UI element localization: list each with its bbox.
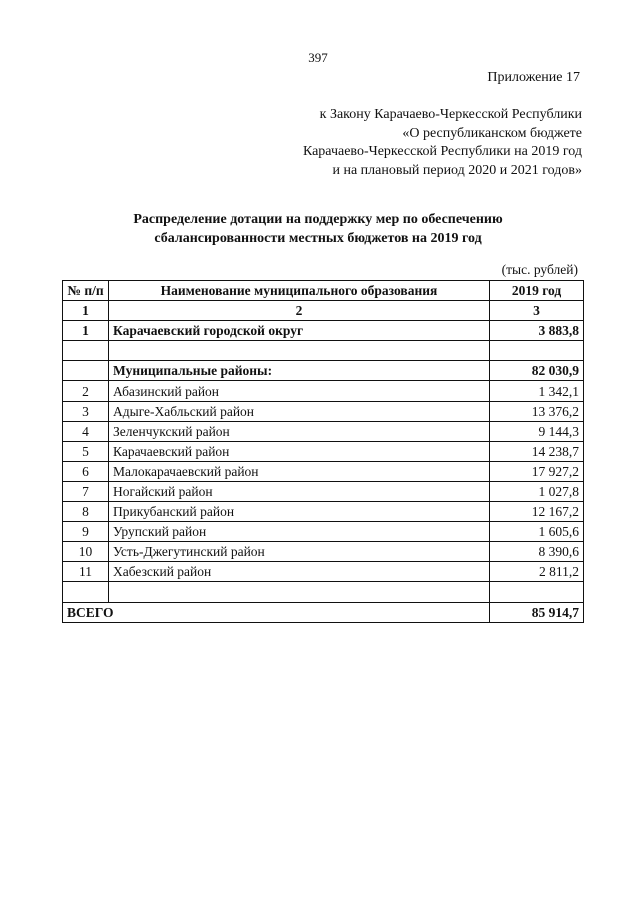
- row-number: 1: [63, 321, 109, 341]
- row-value: 12 167,2: [490, 502, 584, 522]
- subsidy-table: [62, 280, 584, 623]
- row-value: 1 027,8: [490, 481, 584, 501]
- row-value: 13 376,2: [490, 401, 584, 421]
- law-line: и на плановый период 2020 и 2021 годов»: [332, 162, 582, 178]
- title-line: Распределение дотации на поддержку мер по обеспечению: [133, 212, 503, 227]
- column-number: 1: [63, 301, 109, 321]
- row-name: Ногайский район: [109, 481, 490, 501]
- row-value: 9 144,3: [490, 421, 584, 441]
- row-value: 14 238,7: [490, 441, 584, 461]
- table-header-row: [63, 281, 584, 301]
- row-number: 8: [63, 502, 109, 522]
- units-label: (тыс. рублей): [501, 262, 578, 277]
- table-row: [63, 461, 584, 481]
- law-line: к Закону Карачаево-Черкесской Республики: [319, 107, 582, 122]
- row-value: 1 342,1: [490, 381, 584, 401]
- row-number: 5: [63, 441, 109, 461]
- row-number: 11: [63, 562, 109, 582]
- row-name: Усть-Джегутинский район: [109, 542, 490, 562]
- table-row: [63, 542, 584, 562]
- table-row: [63, 481, 584, 501]
- table-row-total: [63, 602, 584, 622]
- row-number: 4: [63, 421, 109, 441]
- row-name: Адыге-Хабльский район: [109, 401, 490, 421]
- row-name: Карачаевский район: [109, 441, 490, 461]
- column-number: 2: [109, 301, 490, 321]
- row-number: 9: [63, 522, 109, 542]
- row-value: 1 605,6: [490, 522, 584, 542]
- table-row: [63, 421, 584, 441]
- row-name: Урупский район: [109, 522, 490, 542]
- document-title: [0, 210, 636, 248]
- law-line: Карачаево-Черкесской Республики на 2019 год: [302, 144, 582, 159]
- title-line: сбалансированности местных бюджетов на 2019 год: [154, 231, 482, 246]
- row-number: 2: [63, 381, 109, 401]
- header-name: Наименование муниципального образования: [109, 281, 490, 301]
- row-name: Прикубанский район: [109, 502, 490, 522]
- row-name: Карачаевский городской округ: [109, 321, 490, 341]
- table-row: [63, 441, 584, 461]
- row-value: 17 927,2: [490, 461, 584, 481]
- total-value: 85 914,7: [490, 602, 584, 622]
- row-number: 3: [63, 401, 109, 421]
- law-reference: [303, 106, 582, 180]
- row-value: 3 883,8: [490, 321, 584, 341]
- table-row-city: [63, 321, 584, 341]
- row-number: 7: [63, 481, 109, 501]
- header-year: 2019 год: [490, 281, 584, 301]
- row-number: 10: [63, 542, 109, 562]
- row-value: 8 390,6: [490, 542, 584, 562]
- table-row-empty: [63, 341, 584, 361]
- row-value: 2 811,2: [490, 562, 584, 582]
- row-name: Хабезский район: [109, 562, 490, 582]
- table-row-empty: [63, 582, 584, 602]
- column-number-row: [63, 301, 584, 321]
- row-name: Муниципальные районы:: [109, 361, 490, 381]
- table-row: [63, 381, 584, 401]
- table-row-districts-subtotal: [63, 361, 584, 381]
- row-value: 82 030,9: [490, 361, 584, 381]
- total-label: ВСЕГО: [63, 602, 490, 622]
- appendix-label: Приложение 17: [487, 70, 580, 85]
- page-number: 397: [308, 50, 328, 65]
- row-name: Зеленчукский район: [109, 421, 490, 441]
- header-number: № п/п: [63, 281, 109, 301]
- row-name: Малокарачаевский район: [109, 461, 490, 481]
- table-row: [63, 522, 584, 542]
- row-name: Абазинский район: [109, 381, 490, 401]
- column-number: 3: [490, 301, 584, 321]
- table-row: [63, 401, 584, 421]
- table-row: [63, 502, 584, 522]
- table-row: [63, 562, 584, 582]
- row-number: 6: [63, 461, 109, 481]
- law-line: «О республиканском бюджете: [402, 125, 582, 141]
